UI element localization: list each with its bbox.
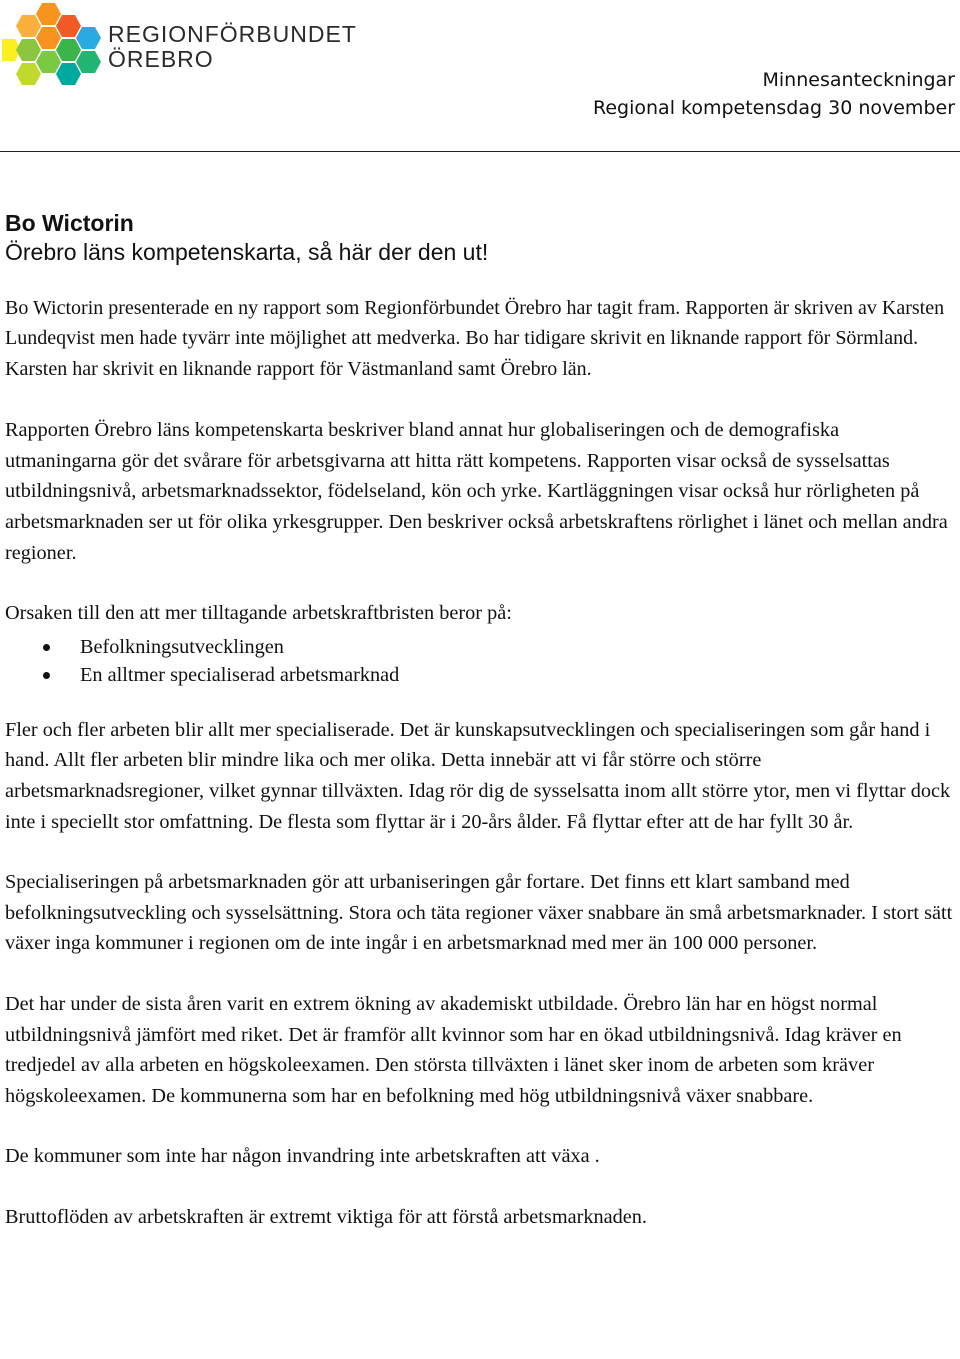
header-divider (0, 151, 960, 152)
logo-hex (56, 39, 81, 61)
paragraph-gross-flows: Bruttoflöden av arbetskraften är extremt viktiga för att förstå arbetsmarknaden. (5, 1205, 647, 1228)
logo-hex (36, 3, 61, 25)
paragraph-immigration: De kommuner som inte har någon invandring inte arbetskraften att växa . (5, 1145, 600, 1168)
event-name: Regional kompetensdag 30 november (593, 97, 955, 119)
list-item (5, 661, 955, 690)
bullet-icon (43, 672, 50, 679)
paragraph-causes: Orsaken till den att mer tilltagande arbetskraftbristen beror på: (5, 602, 512, 625)
logo-hex (56, 15, 81, 37)
paragraph-education: Det har under de sista åren varit en extrem ökning av akademiskt utbildade. Örebro län har en högst normal utbildningsnivå jämfört med riket. Det är framför allt kvinnor som har en ökad utbildningsnivå. Idag kräver en tredjedel av alla arbeten en högskoleexamen. Den största tillväxten i länet sker inom de arbeten som kräver högskoleexamen. De kommunerna som har en befolkning med hög utbildningsnivå växer snabbare. (5, 992, 902, 1107)
paragraph-specialization: Fler och fler arbeten blir allt mer specialiserade. Det är kunskapsutvecklingen och specialiseringen som går hand i hand. Allt fler arbeten blir mindre lika och mer olika. Detta innebär att vi får större och större arbetsmarknadsregioner, vilket gynnar tillväxten. Idag rör dig de sysselsatta inom allt större ytor, men vi flyttar dock inte i speciellt stor omfattning. De flesta som flyttar är i 20-års ålder. Få flyttar efter att de har fyllt 30 år. (5, 718, 951, 833)
paragraph-report: Rapporten Örebro läns kompetenskarta beskriver bland annat hur globaliseringen och de demografiska utmaningarna gör det svårare för arbetsgivarna att hitta rätt kompetens. Rapporten visar också de sysselsattas utbildningsnivå, arbetsmarknadssektor, födelseland, kön och yrke. Kartläggningen visar också hur rörligheten på arbetsmarknaden ser ut för olika yrkesgrupper. Den beskriver också arbetskraftens rörlighet i länet och mellan andra regioner. (5, 419, 948, 564)
logo-hex (36, 27, 61, 49)
logo-hex (36, 51, 61, 73)
logo-hex (56, 63, 81, 85)
regionforbundet-logo (2, 0, 102, 90)
paragraph-urbanization: Specialiseringen på arbetsmarknaden gör att urbaniseringen går fortare. Det finns ett klart samband med befolkningsutveckling och sysselsättning. Stora och täta regioner växer snabbare än små arbetsmarknader. I stort sätt växer inga kommuner i regionen om de inte ingår i en arbetsmarknad med mer än 100 000 personer. (5, 871, 953, 955)
document-meta (593, 66, 955, 122)
bullet-icon (43, 644, 50, 651)
page-header (0, 0, 960, 152)
talk-title: Örebro läns kompetenskarta, så här der den ut! (5, 239, 489, 265)
logo-hex (16, 63, 41, 85)
organization-name (108, 22, 357, 72)
document-body (5, 208, 955, 1233)
paragraph-intro: Bo Wictorin presenterade en ny rapport som Regionförbundet Örebro har tagit fram. Rapporten är skriven av Karsten Lundeqvist men hade tyvärr inte möjlighet att medverka. Bo har tidigare skrivit en liknande rapport för Sörmland. Karsten har skrivit en liknande rapport för Västmanland samt Örebro län. (5, 297, 945, 380)
logo-hex (16, 39, 41, 61)
logo-hex (76, 51, 101, 73)
list-item-text: En alltmer specialiserad arbetsmarknad (80, 664, 400, 687)
logo-hex (76, 27, 101, 49)
document-type: Minnesanteckningar (762, 69, 955, 91)
organization-name-line2: ÖREBRO (108, 46, 214, 72)
organization-name-line1: REGIONFÖRBUNDET (108, 21, 357, 47)
speaker-name: Bo Wictorin (5, 210, 134, 236)
logo-hex (16, 15, 41, 37)
causes-list (5, 633, 955, 690)
list-item (5, 633, 955, 662)
list-item-text: Befolkningsutvecklingen (80, 635, 284, 658)
